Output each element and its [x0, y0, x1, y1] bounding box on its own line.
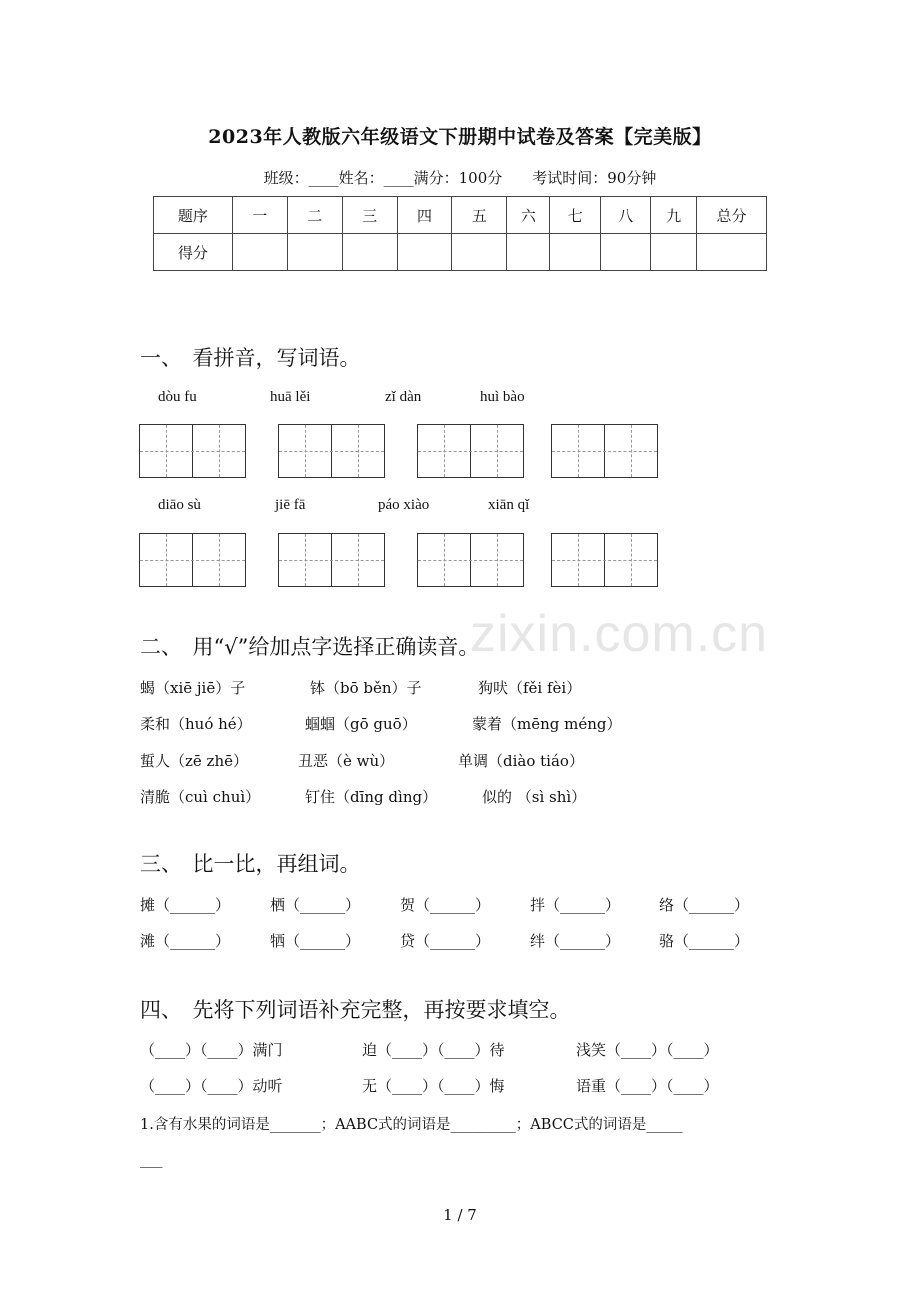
score-input-cell[interactable]	[287, 234, 342, 271]
idiom-fill-item[interactable]: （____）（____）动听	[140, 1077, 283, 1095]
pinyin-label: huì bào	[480, 389, 525, 405]
section1-heading: 一、 看拼音，写词语。	[140, 346, 361, 370]
score-table-header-row	[154, 197, 767, 234]
writing-grid-box[interactable]	[278, 533, 385, 587]
reading-choice-item[interactable]: 丑恶（è wù）	[298, 752, 395, 770]
score-header-cell: 题序	[154, 197, 233, 234]
reading-choice-item[interactable]: 蒙着（mēng méng）	[472, 715, 622, 733]
word-compare-item[interactable]: 摊（______）	[140, 896, 231, 914]
word-compare-item[interactable]: 贺（______）	[400, 896, 491, 914]
score-input-cell[interactable]	[232, 234, 287, 271]
reading-choice-item[interactable]: 狗吠（fěi fèi）	[478, 679, 582, 697]
score-input-cell[interactable]	[452, 234, 507, 271]
score-header-cell: 五	[452, 197, 507, 234]
reading-choice-item[interactable]: 钵（bō běn）子	[310, 679, 422, 697]
score-header-cell: 二	[287, 197, 342, 234]
word-compare-item[interactable]: 骆（______）	[659, 932, 750, 950]
watermark-text: zixin.com.cn	[470, 605, 769, 663]
score-input-cell[interactable]	[651, 234, 697, 271]
pinyin-label: páo xiào	[378, 497, 430, 513]
word-compare-item[interactable]: 栖（______）	[270, 896, 361, 914]
reading-choice-item[interactable]: 柔和（huó hé）	[140, 715, 252, 733]
writing-grid-box[interactable]	[417, 533, 524, 587]
writing-grid-box[interactable]	[278, 424, 385, 478]
idiom-fill-item[interactable]: 浅笑（____）（____）	[576, 1041, 719, 1059]
score-input-cell[interactable]	[397, 234, 452, 271]
pinyin-label: jiē fā	[275, 497, 306, 513]
question-1-continuation[interactable]: ___	[140, 1150, 163, 1168]
section3-heading: 三、 比一比，再组词。	[140, 852, 361, 876]
score-row-label: 得分	[154, 234, 233, 271]
reading-choice-item[interactable]: 蝎（xiē jiē）子	[140, 679, 246, 697]
word-compare-item[interactable]: 牺（______）	[270, 932, 361, 950]
reading-choice-item[interactable]: 钉住（dīng dìng）	[305, 788, 438, 806]
score-header-cell: 七	[550, 197, 601, 234]
word-compare-item[interactable]: 贷（______）	[400, 932, 491, 950]
writing-grid-box[interactable]	[417, 424, 524, 478]
score-header-cell: 四	[397, 197, 452, 234]
section2-heading: 二、 用“√”给加点字选择正确读音。	[140, 635, 480, 659]
page-number: 1 / 7	[443, 1206, 477, 1224]
score-input-cell[interactable]	[342, 234, 397, 271]
score-header-cell: 九	[651, 197, 697, 234]
score-input-cell[interactable]	[507, 234, 550, 271]
score-header-cell: 八	[601, 197, 651, 234]
score-input-cell[interactable]	[697, 234, 767, 271]
score-header-cell: 总分	[697, 197, 767, 234]
pinyin-label: xiān qǐ	[488, 497, 530, 513]
document-title: 2023年人教版六年级语文下册期中试卷及答案【完美版】	[208, 126, 712, 148]
writing-grid-box[interactable]	[551, 424, 658, 478]
writing-grid-box[interactable]	[139, 533, 246, 587]
word-compare-item[interactable]: 滩（______）	[140, 932, 231, 950]
reading-choice-item[interactable]: 清脆（cuì chuì）	[140, 788, 261, 806]
score-header-cell: 三	[342, 197, 397, 234]
pinyin-label: dòu fu	[158, 389, 197, 405]
writing-grid-box[interactable]	[139, 424, 246, 478]
idiom-fill-item[interactable]: 语重（____）（____）	[576, 1077, 719, 1095]
idiom-fill-item[interactable]: 迫（____）（____）待	[362, 1041, 505, 1059]
reading-choice-item[interactable]: 蝈蝈（gō guō）	[305, 715, 417, 733]
score-input-cell[interactable]	[601, 234, 651, 271]
score-table-score-row	[154, 234, 767, 271]
score-header-cell: 六	[507, 197, 550, 234]
word-compare-item[interactable]: 拌（______）	[530, 896, 621, 914]
word-compare-item[interactable]: 络（______）	[659, 896, 750, 914]
section4-heading: 四、 先将下列词语补充完整，再按要求填空。	[140, 998, 571, 1022]
pinyin-label: huā lěi	[270, 389, 311, 405]
pinyin-label: zǐ dàn	[385, 389, 422, 405]
pinyin-label: diāo sù	[158, 497, 201, 513]
score-header-cell: 一	[232, 197, 287, 234]
score-input-cell[interactable]	[550, 234, 601, 271]
idiom-fill-item[interactable]: 无（____）（____）悔	[362, 1077, 505, 1095]
exam-info-line: 班级：____姓名：____满分：100分 考试时间：90分钟	[263, 169, 657, 187]
reading-choice-item[interactable]: 单调（diào tiáo）	[458, 752, 584, 770]
reading-choice-item[interactable]: 似的 （sì shì）	[482, 788, 587, 806]
reading-choice-item[interactable]: 蜇人（zē zhē）	[140, 752, 248, 770]
question-1-text[interactable]: 1.含有水果的词语是_______；AABC式的词语是_________；ABCC式的词语是_____	[140, 1117, 683, 1133]
word-compare-item[interactable]: 绊（______）	[530, 932, 621, 950]
idiom-fill-item[interactable]: （____）（____）满门	[140, 1041, 283, 1059]
writing-grid-box[interactable]	[551, 533, 658, 587]
score-table	[153, 196, 767, 271]
